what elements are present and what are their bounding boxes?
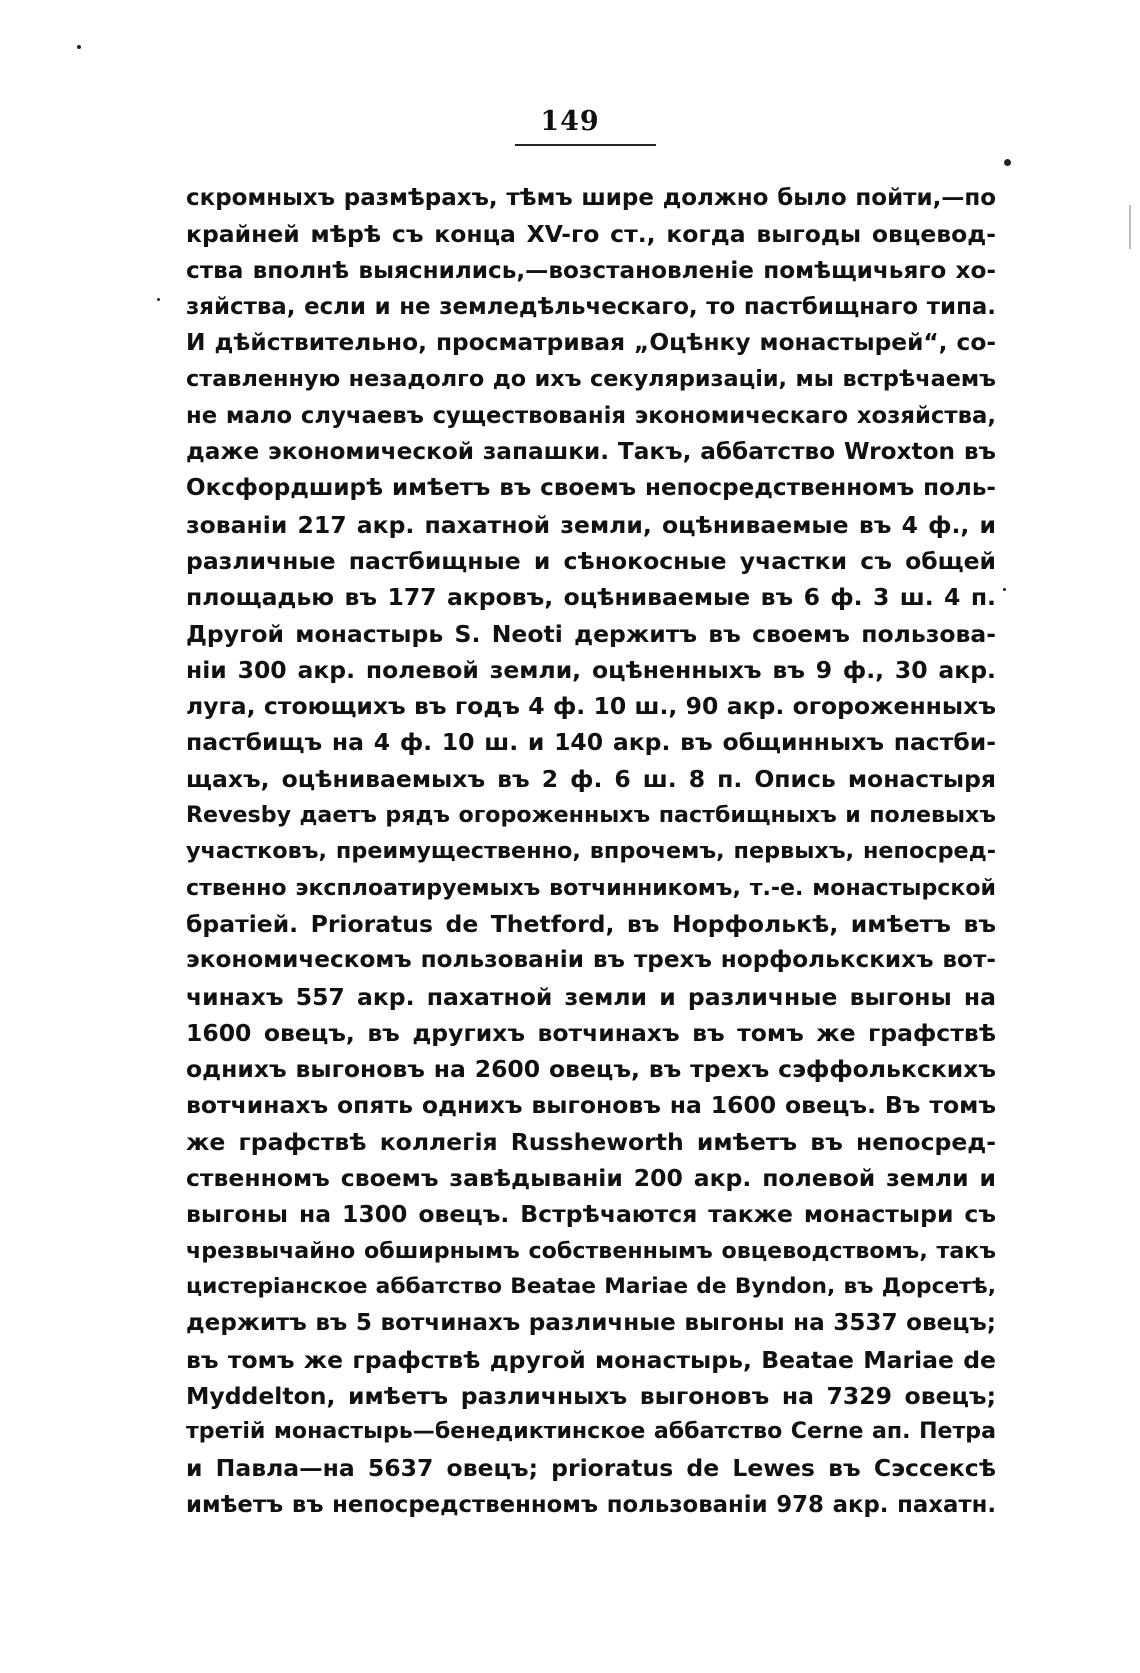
scan-speck bbox=[1003, 588, 1006, 591]
text-line: щахъ, оцѣниваемыхъ въ 2 ф. 6 ш. 8 п. Опись монастыря bbox=[186, 764, 996, 793]
scan-speck bbox=[157, 298, 160, 301]
text-line: и Павла—на 5637 овецъ; prioratus de Lewes въ Сэссексѣ bbox=[186, 1454, 996, 1483]
text-line: третій монастырь—бенедиктинское аббатство Cerne ап. Петра bbox=[186, 1419, 996, 1445]
text-line: площадью въ 177 акровъ, оцѣниваемые въ 6 ф. 3 ш. 4 п. bbox=[186, 583, 996, 612]
page-number: 149 bbox=[540, 106, 600, 137]
text-line: луга, стоющихъ въ годъ 4 ф. 10 ш., 90 акр. огороженныхъ bbox=[186, 692, 996, 721]
text-line: Оксфордширѣ имѣетъ въ своемъ непосредственномъ поль- bbox=[186, 475, 996, 502]
text-line: зяйства, если и не земледѣльческаго, то пастбищнаго типа. bbox=[186, 293, 996, 320]
scan-edge-mark bbox=[1129, 205, 1131, 249]
body-text bbox=[186, 180, 996, 1523]
text-line: Другой монастырь S. Neoti держитъ въ своемъ пользова- bbox=[186, 619, 996, 648]
text-line: чрезвычайно обширнымъ собственнымъ овцеводствомъ, такъ bbox=[186, 1237, 996, 1264]
text-line: крайней мѣрѣ съ конца XV-го ст., когда выгоды овцевод- bbox=[186, 220, 996, 249]
text-line: однихъ выгоновъ на 2600 овецъ, въ трехъ сэффолькскихъ bbox=[186, 1055, 996, 1084]
text-line: участковъ, преимущественно, впрочемъ, первыхъ, непосред- bbox=[186, 838, 996, 865]
text-line: различные пастбищные и сѣнокосные участки съ общей bbox=[186, 546, 996, 575]
text-line: ственномъ своемъ завѣдываніи 200 акр. полевой земли и bbox=[186, 1164, 996, 1193]
text-line: держитъ въ 5 вотчинахъ различные выгоны на 3537 овецъ; bbox=[186, 1310, 996, 1337]
text-line: братіей. Prioratus de Thetford, въ Норфолькѣ, имѣетъ въ bbox=[186, 909, 996, 938]
text-line: зованіи 217 акр. пахатной земли, оцѣниваемые въ 4 ф., и bbox=[186, 510, 996, 539]
page-number-rule bbox=[515, 144, 656, 146]
text-line: Myddelton, имѣетъ различныхъ выгоновъ на 7329 овецъ; bbox=[186, 1381, 996, 1410]
text-line: чинахъ 557 акр. пахатной земли и различные выгоны на bbox=[186, 982, 996, 1011]
text-line: 1600 овецъ, въ другихъ вотчинахъ въ томъ же графствѣ bbox=[186, 1018, 996, 1047]
text-line: имѣетъ въ непосредственномъ пользованіи 978 акр. пахатн. bbox=[186, 1491, 996, 1518]
text-line: не мало случаевъ существованія экономическаго хозяйства, bbox=[186, 402, 996, 429]
text-line: цистеріанское аббатство Beatae Mariae de Byndon, въ Дорсетѣ, bbox=[186, 1273, 996, 1299]
text-line: вотчинахъ опять однихъ выгоновъ на 1600 овецъ. Въ томъ bbox=[186, 1091, 996, 1120]
text-line: выгоны на 1300 овецъ. Встрѣчаются также монастыри съ bbox=[186, 1200, 996, 1229]
text-line: И дѣйствительно, просматривая „Оцѣнку монастырей“, со- bbox=[186, 329, 996, 357]
text-line: же графствѣ коллегія Russheworth имѣетъ въ непосред- bbox=[186, 1127, 996, 1156]
text-line: пастбищъ на 4 ф. 10 ш. и 140 акр. въ общинныхъ пастби- bbox=[186, 728, 996, 757]
scan-speck bbox=[1004, 159, 1011, 166]
text-line: скромныхъ размѣрахъ, тѣмъ шире должно было пойти,—по bbox=[186, 185, 996, 211]
text-line: ства вполнѣ выяснились,—возстановленіе помѣщичьяго хо- bbox=[186, 256, 996, 284]
text-line: ставленную незадолго до ихъ секуляризаціи, мы встрѣчаемъ bbox=[186, 366, 996, 393]
text-line: Revesby даетъ рядъ огороженныхъ пастбищныхъ и полевыхъ bbox=[186, 802, 996, 829]
text-line: ніи 300 акр. полевой земли, оцѣненныхъ въ 9 ф., 30 акр. bbox=[186, 655, 996, 684]
text-line: даже экономической запашки. Такъ, аббатство Wroxton въ bbox=[186, 438, 996, 466]
text-line: ственно эксплоатируемыхъ вотчинникомъ, т.-е. монастырской bbox=[186, 874, 996, 901]
scan-speck bbox=[77, 45, 81, 49]
text-line: въ томъ же графствѣ другой монастырь, Beatae Mariae de bbox=[186, 1345, 996, 1374]
text-line: экономическомъ пользованіи въ трехъ норфолькскихъ вот- bbox=[186, 947, 996, 974]
